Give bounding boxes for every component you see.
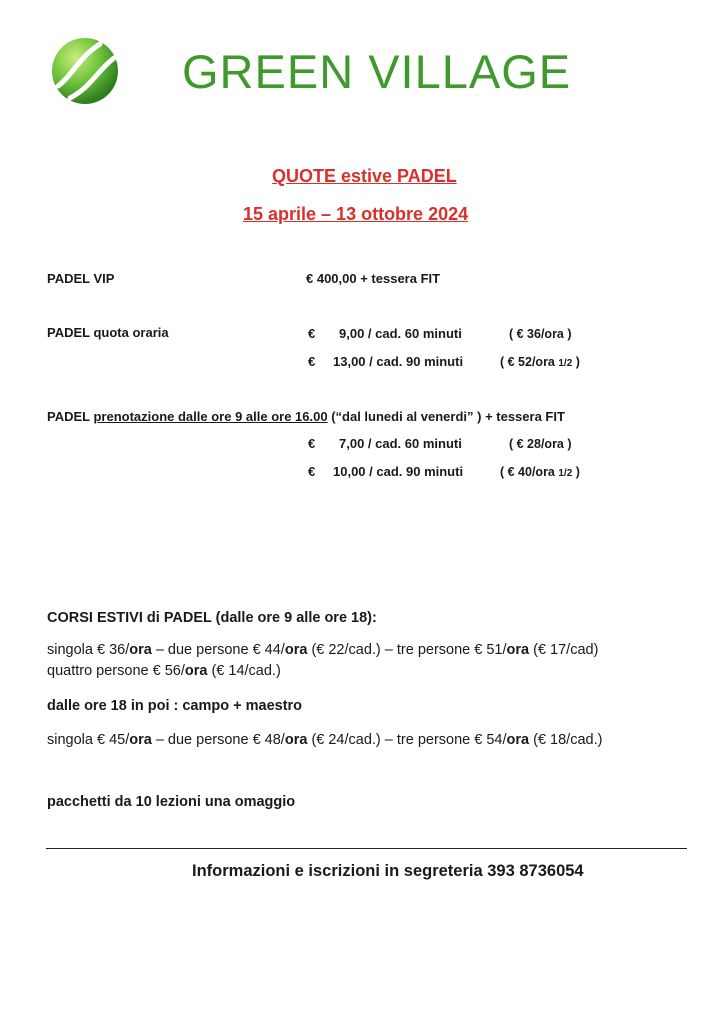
courses-line-2: quattro persone € 56/ora (€ 14/cad.) [47, 663, 281, 679]
hourly-row-1-currency: € [308, 326, 316, 341]
hourly-label: PADEL quota oraria [47, 325, 169, 340]
evening-heading: dalle ore 18 in poi : campo + maestro [47, 698, 303, 714]
vip-label: PADEL VIP [47, 271, 115, 286]
vip-price: € 400,00 + tessera FIT [306, 271, 441, 286]
booking-row-2-rate: ( € 40/ora 1/2 ) [500, 465, 580, 479]
hourly-row-1-amount: 9,00 / cad. 60 minuti [339, 326, 462, 341]
tennis-ball-logo [50, 36, 120, 106]
courses-line-3: singola € 45/ora – due persone € 48/ora (€ 24/cad.) – tre persone € 54/ora (€ 18/cad.) [47, 732, 603, 748]
booking-row-1-currency: € [308, 436, 316, 451]
hourly-row-2-currency: € [308, 354, 316, 369]
brand-title: GREEN VILLAGE [182, 45, 572, 98]
courses-heading: CORSI ESTIVI di PADEL (dalle ore 9 alle ore 18): [47, 610, 377, 626]
booking-row-2-amount: 10,00 / cad. 90 minuti [333, 464, 464, 479]
hourly-row-1-rate: ( € 36/ora ) [509, 327, 572, 341]
page-title: QUOTE estive PADEL [272, 166, 457, 186]
packages-note: pacchetti da 10 lezioni una omaggio [47, 794, 296, 810]
hourly-row-2-amount: 13,00 / cad. 90 minuti [333, 354, 464, 369]
contact-info: Informazioni e iscrizioni in segreteria 393 8736054 [192, 862, 584, 880]
booking-row-1-amount: 7,00 / cad. 60 minuti [339, 436, 462, 451]
booking-row-1-rate: ( € 28/ora ) [509, 437, 572, 451]
booking-label: PADEL prenotazione dalle ore 9 alle ore 16.00 (“dal lunedi al venerdi” ) + tessera FIT [47, 409, 565, 424]
booking-row-2-currency: € [308, 464, 316, 479]
season-dates: 15 aprile – 13 ottobre 2024 [243, 204, 469, 224]
courses-line-1: singola € 36/ora – due persone € 44/ora (€ 22/cad.) – tre persone € 51/ora (€ 17/cad) [47, 642, 599, 658]
divider [46, 848, 687, 849]
hourly-row-2-rate: ( € 52/ora 1/2 ) [500, 355, 580, 369]
